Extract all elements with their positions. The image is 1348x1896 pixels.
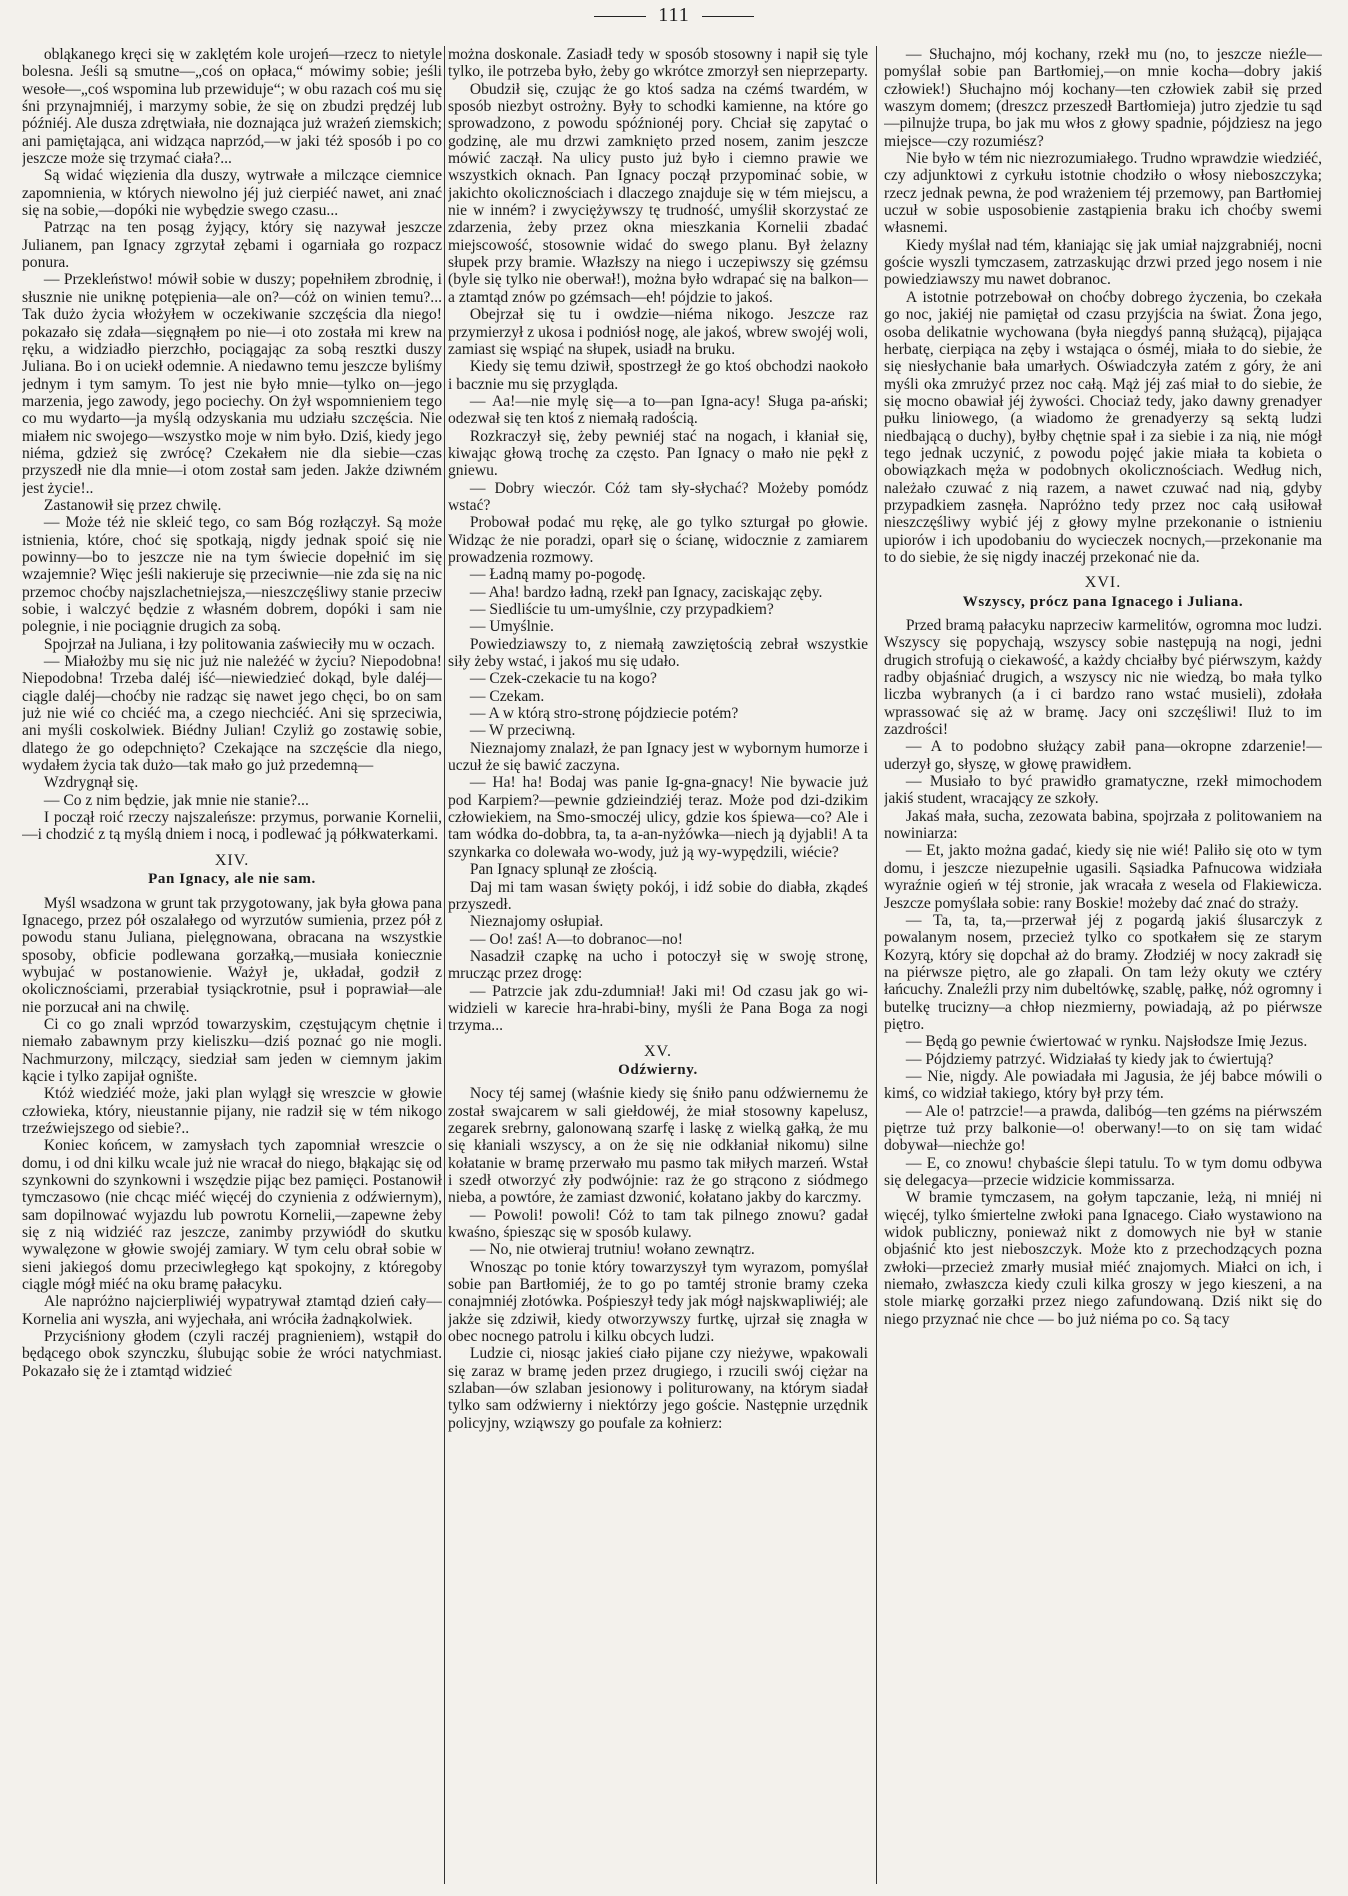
paragraph: — Oo! zaś! A—to dobranoc—no! [469, 930, 683, 948]
paragraph: Myśl wsadzona w grunt tak przygotowany, jak była głowa pana Ignacego, przez pół oszalałego od wyrzutów sumienia, przez pół z powodu stanu Juliana, pielęgnowana, obracana na wszystkie sposoby, obficie podlewana gorzałką,—musiała koniecznie wybujać w postanowienie. Ważył je, układał, godził z okolicznościami, przerabiał tysiąckrotnie, psuł i poprawiał—ale nie porzucał ani na chwilę. [22, 894, 442, 1016]
paragraph: Nie było w tém nic niezrozumiałego. Trudno wprawdzie wiedziéć, czy adjunktowi z cyrkułu istotnie chodziło o włosy nieboszczyka; rzecz jednak pewna, że pod wrażeniem téj przemowy, pan Bartłomiej uczuł w sobie usposobienie zastąpienia braku ich choćby swemi własnemi. [884, 150, 1322, 237]
paragraph: Daj mi tam wasan święty pokój, i idź sobie do diabła, zkądeś przyszedł. [448, 878, 868, 913]
paragraph: Ci co go znali wprzód towarzyskim, częstującym chętnie i niemało zabawnym przy kieliszku—dziś poznać go nie mogli. Nachmurzony, milczący, siedział sam jeden w ciemnym jakim kącie i tylko zapijał ognište. [22, 1015, 442, 1085]
paragraph: Nieznajomy znalazł, że pan Ignacy jest w wybornym humorze i uczuł że się bawić zaczyna. [448, 739, 868, 775]
paragraph: — No, nie otwieraj trutniu! wołano zewnątrz. [469, 1241, 755, 1259]
paragraph: — Ale o! patrzcie!—a prawda, dalibóg—ten gzéms na piérwszém piętrze tuż przy balkonie—o! oberwany!—to on się tam widać dobywał—niechże go! [884, 1102, 1322, 1155]
paragraph: — Siedliście tu um-umyślnie, czy przypadkiem? [469, 601, 774, 618]
paragraph: — Patrzcie jak zdu-zdumniał! Jaki mi! Od czasu jak go wi-widzieli w karecie hra-hrabi-biny, myśli że Pana Boga za nogi trzyma... [448, 982, 868, 1035]
paragraph: Wzdrygnął się. [43, 774, 139, 792]
paragraph: — Dobry wieczór. Cóż tam sły-słychać? Możeby pomódz wstać? [448, 479, 868, 514]
text-column-2 [448, 46, 868, 1884]
section-title: Odźwierny. [618, 1061, 698, 1078]
page-header [0, 4, 1348, 27]
paragraph: — E, co znowu! chybaście ślepi tatulu. To w tym domu odbywa się delegacya—przecie widzicie kommissarza. [884, 1154, 1322, 1189]
paragraph: — Co z nim będzie, jak mnie nie stanie?... [43, 791, 309, 809]
paragraph: Kiedy myślał nad tém, kłaniając się jak umiał najzgrabniéj, nocni goście wyszli tymczasem, zatrzaskując drzwi przed jego nosem i nie powiedziawszy mu nawet dobranoc. [884, 236, 1322, 289]
section-number: XIV. [214, 851, 250, 869]
paragraph: można doskonale. Zasiadł tedy w sposób stosowny i napił się tyle tylko, ile potrzeba było, żeby go wkrótce zmorzył sen nieprzeparty. [448, 46, 868, 81]
paragraph: — Słuchajno, mój kochany, rzekł mu (no, to jeszcze nieźle—pomyślał sobie pan Bartłomiej,—on mnie kocha—dobry jakiś człowiek!) Słuchajno mój kochany—ten człowiek zabił się przed waszym domem; (dreszcz przeszedł Bartłomieja) jutro zjedzie tu sąd—pilnujże trupa, bo jak mu włos z głowy spadnie, pójdziesz na jego miejsce—czy rozumiész? [884, 46, 1322, 150]
paragraph: — Pójdziemy patrzyć. Widziałaś ty kiedy jak to ćwiertują? [905, 1050, 1274, 1068]
paragraph: Przyciśniony głodem (czyli raczéj pragnieniem), wstąpił do będącego obok szynczku, ślubując sobie że wróci natychmiast. Pokazało się że i ztamtąd widzieć [22, 1328, 442, 1380]
paragraph: — Powoli! powoli! Cóż to tam tak pilnego znowu? gadał kwaśno, śpiesząc się w sposób kulawy. [448, 1206, 868, 1242]
paragraph: Patrząc na ten posąg żyjący, który się nazywał jeszcze Julianem, pan Ignacy zgrzytał zębami i ogarniała go rozpacz ponura. [22, 219, 442, 272]
paragraph: — Czek-czekacie tu na kogo? [469, 670, 657, 688]
paragraph: Jakaś mała, sucha, zezowata babina, spojrzała z politowaniem na nowiniarza: [884, 807, 1322, 843]
page-number: 111 [658, 4, 690, 26]
paragraph: — Przekleństwo! mówił sobie w duszy; popełniłem zbrodnię, i słusznie nie uniknę potępienia—ale on?—cóż on winien temu?... Tak dużo życia włożyłem w oczekiwanie szczęścia dla niego! pokazało się zdała—sięgnąłem po nie—i oto została mi krew na ręku, a widziadło pierzchło, pociągając za sobą resztki duszy Juliana. Bo i on uciekł odemnie. A niedawno temu jeszcze byliśmy jednym i tym samym. To jest nie było mnie—tylko on—jego marzenia, jego zawody, jego pociechy. On żył wspomnieniem tego co mu wydarto—ja myślą odzyskania mu udziału szczęścia. Nie miałem nic swojego—wszystko moje w nim było. Dziś, kiedy jego niéma, gdzież się zwrócę? Czekałem nie dla siebie—czas przyszedł nie dla mnie—i otom został sam jeden. Jakże dziwném jest życie!.. [22, 271, 442, 497]
paragraph: Przed bramą pałacyku naprzeciw karmelitów, ogromna moc ludzi. Wszyscy się popychają, wszyscy sobie następują na nogi, jedni drugich strofują o ciekawość, a każdy chciałby być piérwszym, każdy radby objaśniać drugich, a wszyscy nic nie wiedzą, bo mała tylko liczba wybranych (a i ci bardzo rano wstać musieli), zdołała wprassować się aż w bramę. Jacy oni szczęśliwi! Iluż to im zazdrości! [884, 617, 1322, 739]
column-divider [876, 46, 877, 1884]
section-heading [884, 574, 1322, 611]
paragraph: — Może téż nie skleić tego, co sam Bóg rozłączył. Są może istnienia, które, choć się spotkają, nigdy jednak spoić się nie powinny—bo to jeszcze nie na tym świecie dopełnić im się wzajemnie? Więc jeśli nakieruje się przeciwnie—nie zda się na nic przemoc choćby najszlachetniejsza,—nieszczęśliwy stanie przeciw sobie, i walczyć będzie z własném dobrem, dopóki i sam nie polegnie, i nie pociągnie drugich za sobą. [22, 514, 442, 636]
paragraph: Zastanowił się przez chwilę. [43, 496, 222, 514]
paragraph: — Nie, nigdy. Ale powiadała mi Jagusia, że jéj babce mówili o kimś, co widział takiego, który był przy tém. [884, 1067, 1322, 1103]
paragraph: Pan Ignacy splunął ze złością. [469, 861, 658, 879]
paragraph: Rozkraczył się, żeby pewniéj stać na nogach, i kłaniał się, kiwając głową trochę za często. Pan Ignacy o mało nie pękł z gniewu. [448, 427, 868, 480]
paragraph: Kiedy się temu dziwił, spostrzegł że go ktoś obchodzi naokoło i bacznie mu się przygląda. [448, 358, 868, 393]
paragraph: Któż wiedziéć może, jaki plan wylągł się wreszcie w głowie człowieka, który, nieustannie pijany, nie radził się w tém nikogo trzeźwiejszego od siebie?.. [22, 1085, 442, 1137]
header-rule-left [594, 16, 646, 17]
paragraph: obląkanego kręci się w zaklętém kole urojeń—rzecz to nietyle bolesna. Jeśli są smutne—„coś on opłaca,“ mówimy sobie; jeśli wesołe—„coś wspomina lub przewiduje“; w obu razach coś mu się śni przynajmniéj, i marzymy sobie, że się on zbudzi prędzéj lub późniéj. Ale dusza zdrętwiała, nie doznająca już wrażeń ziemskich; ani pamiętająca, ani widząca naprzód,—w jaki téż sposób i po co jeszcze może się trzymać ciała?... [22, 46, 442, 168]
paragraph: — A w którą stro-stronę pójdziecie potém? [469, 705, 739, 723]
text-column-3 [884, 46, 1322, 1884]
paragraph: Nasadził czapkę na ucho i potoczył się w swoję stronę, mrucząc przez drogę: [448, 947, 868, 983]
paragraph: — Ha! ha! Bodaj was panie Ig-gna-gnacy! Nie bywacie już pod Karpiem?—pewnie gdzieindziéj teraz. Może pod dzi-dzikim człowiekiem, na Smo-smoczéj ulicy, gdzie kos śpiewa—co? Ale i tam wódka do-dobbra, ta, ta a-an-nyżówka—niech ją dyjabli! A ta szynkarka co dolewała wo-wody, już ją wy-wypędzili, wiécie? [448, 774, 868, 861]
paragraph: Koniec końcem, w zamysłach tych zapomniał wreszcie o domu, i od dni kilku wcale już nie wracał do niego, błąkając się od szynkowni do szynkowni i wszędzie pijąc bez pamięci. Postanowił tymczasowo (nie chcąc miéć więcéj do czynienia z odźwiernym), sam dopilnować wyjazdu lub powrotu Kornelii,—zapewne żeby się z nią widziéć raz jeszcze, zanimby przywiódł do skutku wywalęzone w głowie swojéj zamiary. W tym celu obrał sobie w sieni jakiegoś domu przeciwległego kąt spokojny, z któregoby ciągle mógł miéć na oku bramę pałacyku. [22, 1137, 442, 1294]
section-title: Wszyscy, prócz pana Ignacego i Juliana. [962, 593, 1244, 610]
paragraph: — Będą go pewnie ćwiertować w rynku. Najsłodsze Imię Jezus. [905, 1033, 1308, 1051]
column-divider [444, 46, 445, 1884]
paragraph: — Czekam. [469, 687, 545, 705]
paragraph: — Musiało to być prawidło gramatyczne, rzekł mimochodem jakiś student, wracający ze szkoły. [884, 773, 1322, 808]
section-heading [22, 852, 442, 889]
paragraph: — Miałożby mu się nic już nie należéć w życiu? Niepodobna! Niepodobna! Trzeba daléj iść—niewiedzieć dokąd, byle daléj—ciągle daléj—choćby nie radząc się nawet jego chęci, bo on sam już nie wié co chciéć ma, a czego niechciéć. Ani się sprzeciwia, ani myśli coskolwiek. Biédny Julian! Czyliż go zostawię sobie, dlatego że go odepchnięto? Czekające na szczęście dla niego, wydałem życia tak dużo—tak mało go już przedemną— [22, 653, 442, 775]
paragraph: Obejrzał się tu i owdzie—niéma nikogo. Jeszcze raz przymierzył z ukosa i podniósł nogę, ale jakoś, wbrew swojéj woli, zamiast się wspiąć na słupek, usiadł na bruku. [448, 306, 868, 358]
paragraph: — W przeciwną. [469, 722, 576, 740]
paragraph: Nieznajomy osłupiał. [469, 913, 604, 931]
section-number: XV. [643, 1042, 673, 1060]
section-number: XVI. [1084, 574, 1122, 592]
paragraph: Ale napróżno najcierpliwiéj wypatrywał ztamtąd dzień cały—Kornelia ani wyszła, ani wyjechała, ani wróciła żadnąkolwiek. [22, 1293, 442, 1328]
paragraph: — Ładną mamy po-pogodę. [469, 566, 646, 584]
paragraph: — A to podobno służący zabił pana—okropne zdarzenie!—uderzył go, słyszę, w głowę prawidłem. [884, 738, 1322, 773]
paragraph: Powiedziawszy to, z niemałą zawziętością zebrał wszystkie siły żeby wstać, i jakoś mu się udało. [448, 635, 868, 671]
paragraph: I począł roić rzeczy najszaleńsze: przymus, porwanie Kornelii,—i chodzić z tą myślą dniem i nocą, i podlewać ją półkwaterkami. [22, 809, 442, 844]
paragraph: Są widać więzienia dla duszy, wytrwałe a milczące ciemnice zapomnienia, w których niewolno jéj już cierpiéć nawet, ani znać się na sobie,—dopóki nie wybędzie swego czasu... [22, 167, 442, 220]
paragraph: — Ta, ta, ta,—przerwał jéj z pogardą jakiś ślusarczyk z powalanym nosem, przecież tylko co spotkałem się ze starym Kozyrą, który się dopchał aż do bramy. Złodziéj w nocy zakradł się na piérwsze piętro, ale go złapali. On tam leży okuty we cztéry łańcuchy. Znaleźli przy nim dubeltówkę, szablę, pałkę, nóż ogromny i butelkę trucizny—a chłop niezmierny, powiadają, aż po piérwsze piętro. [884, 911, 1322, 1033]
paragraph: — Aha! bardzo ładną, rzekł pan Ignacy, zaciskając zęby. [469, 583, 823, 601]
paragraph: Ludzie ci, niosąc jakieś ciało pijane czy nieżywe, wpakowali się zaraz w bramę jeden przez drugiego, i rzucili swój ciężar na szlaban—ów szlaban jesionowy i politurowany, na którym siadał tylko sam odźwierny i niektórzy jego goście. Następnie urzędnik policyjny, wziąwszy go poufale za kołnierz: [448, 1345, 868, 1432]
paragraph: Wnosząc po tonie który towarzyszył tym wyrazom, pomyślał sobie pan Bartłomiéj, że to go po tamtéj stronie bramy czeka conajmniéj złotówka. Pośpieszył tedy jak mógł najskwapliwiéj; ale jakże się zdziwił, kiedy otworzywszy furtkę, ujrzał się znagła w obec nocnego patrolu i kilku obcych ludzi. [448, 1258, 868, 1346]
section-title: Pan Ignacy, ale nie sam. [148, 871, 316, 888]
paragraph: Nocy téj samej (właśnie kiedy się śniło panu odźwiernemu że został swajcarem w sali giełdowéj, że miał stosowny kapelusz, zegarek srebrny, galonowaną szarfę i laskę z wielką gałką, że mu się kłaniali wszyscy, a on że się nie odkłaniał nikomu) silne kołatanie w bramę przerwało mu pasmo tak miłych marzeń. Wstał i szedł otworzyć zły podwójnie: raz że go strącono z siódmego nieba, a powtóre, że zamiast dzwonić, kołatano jakby do karczmy. [448, 1085, 868, 1207]
text-column-1 [22, 46, 442, 1884]
paragraph: Obudził się, czując że go ktoś sadza na czémś twardém, w sposób niezbyt ostrożny. Były to schodki kamienne, na które go sprowadzono, z powodu spóźnionéj pory. Chciał się zapytać o godzinę, ale mu drzwi zamknięto przed nosem, zanim jeszcze mówić zaczął. Na ulicy pusto już było i ciemno prawie we wszystkich oknach. Pan Ignacy począł przypominać sobie, w jakichto okolicznościach i dlaczego znajduje się w tém miejscu, a nie w inném? i zwyciężywszy tę trudność, umyślił skorzystać ze zdarzenia, żeby przez okna mieszkania Kornelii zbadać miejscowość, stosownie widać do swego planu. Był żelazny słupek przy bramie. Włazłszy na niego i uczepiwszy się gzémsu (byle się tylko nie oberwał!), można było wdrapać się na balkon—a ztamtąd znów po gzémsach—eh! pójdzie to jakoś. [448, 80, 868, 306]
paragraph: Probował podać mu rękę, ale go tylko szturgał po głowie. Widząc że nie poradzi, oparł się o ścianę, widocznie z zamiarem prowadzenia rozmowy. [448, 514, 868, 566]
paragraph: W bramie tymczasem, na gołym tapczanie, leżą, ni mniéj ni więcéj, tylko śmiertelne zwłoki pana Ignacego. Ciało wystawiono na widok publiczny, ponieważ nikt z domowych nie był w stanie objaśnić kto jest nieboszczyk. Może kto z przechodzących pozna zwłoki—przecież zmarły musiał miéć znajomych. Miałci on ich, i niemało, zwłaszcza kiedy czuli kilka groszy w jego kieszeni, a na stole miarkę gorzałki przez niego zafundowaną. Dziś nikt się do niego przyznać nie chce — bo już niéma po co. Są tacy [884, 1189, 1322, 1328]
paragraph: A istotnie potrzebował on choćby dobrego życzenia, bo czekała go noc, jakiéj nie pamiętał od czasu przyjścia na świat. Żona jego, osoba delikatnie wychowana (była niegdyś panną służącą), pijająca herbatę, cierpiąca na zęby i wstająca o ósméj, miała to do siebie, że się niesłychanie bała umarłych. Oświadczyła zatém z góry, że ani myśli oka zmrużyć przez noc całą. Mąż jéj zaś miał to do siebie, że się mocno obawiał jéj żywości. Chociaż tedy, jako dawny grenadyer pułku liniowego, (a wiadomo że grenadyerzy są sektą ludzi niedbającą o duchy), byłby chętnie spał i za siebie i za nią, nie mógł tego jednak uczynić, z powodu pojęć jakie miała ta kobieta o obowiązkach męża w podobnych okolicznościach. Według nich, należało czuwać z nią razem, a nawet czuwać nad nią, gdyby przypadkiem zasnęła. Napróżno tedy przez noc całą usiłował nieszczęśliwy wybić jéj z głowy mylne przekonanie o istnieniu upiorów i ich upodobaniu do wycieczek nocnych,—przekonanie ma to do siebie, że się nigdy inaczéj przekonać nie da. [884, 288, 1322, 566]
paragraph: — Et, jakto można gadać, kiedy się nie wié! Paliło się oto w tym domu, i jeszcze niezupełnie ugasili. Sąsiadka Pafnucowa widziała wyraźnie ogień w téj stronie, jak wracała z wesela od Flakiewicza. Jeszcze pomyślała sobie: rany Boskie! możeby dać znać do straży. [884, 842, 1322, 912]
section-heading [448, 1043, 868, 1080]
paragraph: — Umyślnie. [469, 618, 554, 636]
paragraph: — Aa!—nie mylę się—a to—pan Igna-acy! Sługa pa-ański; odezwał się ten ktoś z niemałą radością. [448, 392, 868, 428]
paragraph: Spojrzał na Juliana, i łzy politowania zaświeciły mu w oczach. [43, 635, 435, 653]
header-rule-right [702, 16, 754, 17]
